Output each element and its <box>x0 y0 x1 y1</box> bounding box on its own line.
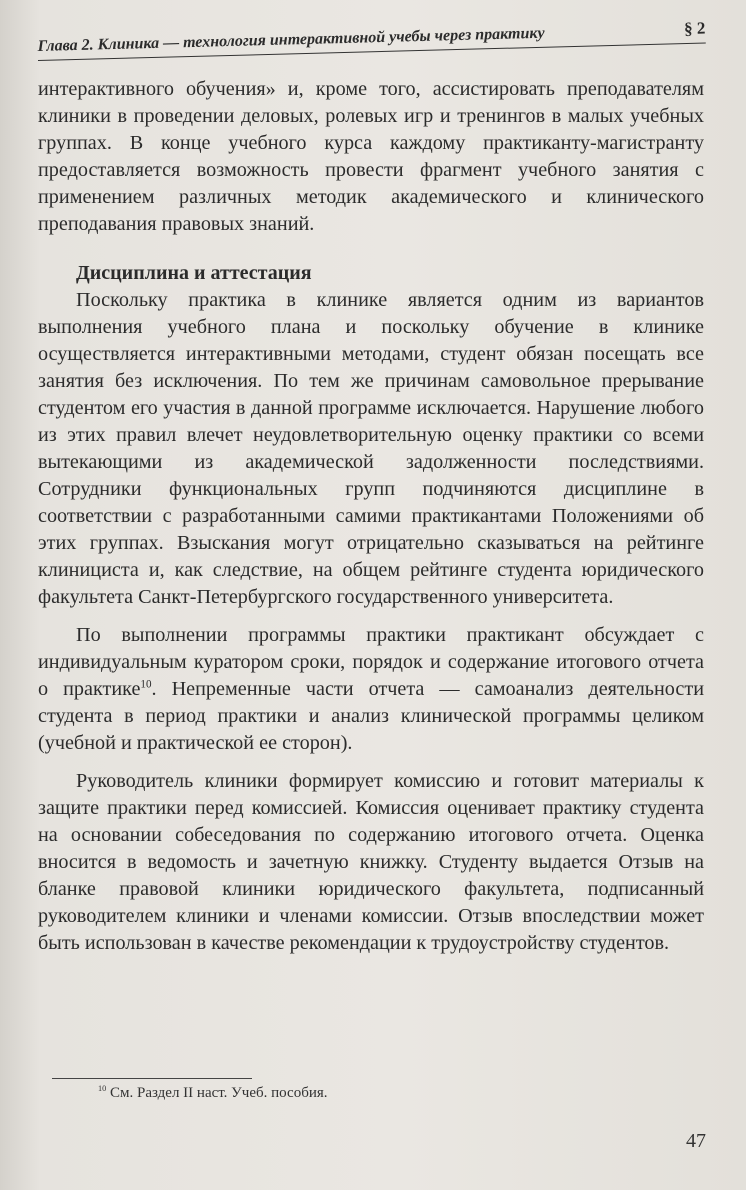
running-header <box>37 17 705 61</box>
chapter-title: Глава 2. Клиника — технология интерактивной учебы через практику <box>37 24 545 56</box>
paragraph-1: интерактивного обучения» и, кроме того, ассистировать преподавателям клиники в проведении деловых, ролевых игр и тренингов в малых учебных группах. В конце учебного курса каждому практиканту-магистранту предоставляется возможность провести фрагмент учебного занятия с применением различных методик академического и клинического преподавания правовых знаний. <box>38 78 704 235</box>
paragraph-3 <box>38 622 704 757</box>
section-number: § 2 <box>683 18 706 39</box>
paragraph-2: Поскольку практика в клинике является одним из вариантов выполнения учебного плана и поскольку обучение в клинике осуществляется интерактивными методами, студент обязан посещать все занятия без исключения. По тем же причинам самовольное прерывание студентом его участия в данной программе исключается. Нарушение любого из этих правил влечет неудовлетворительную оценку практики со всеми вытекающими из академической задолженности последствиями. Сотрудники функциональных групп подчиняются дисциплине в соответствии с разработанными самими практикантами Положениями об этих группах. Взыскания могут отрицательно сказываться на рейтинге клинициста и, как следствие, на общем рейтинге студента юридического факультета Санкт-Петербургского государственного университета. <box>38 289 704 608</box>
footnote <box>98 1085 328 1102</box>
paragraph-4: Руководитель клиники формирует комиссию и готовит материалы к защите практики перед комиссией. Комиссия оценивает практику студента на основании собеседования по содержанию итогового отчета. Оценка вносится в ведомость и зачетную книжку. Студенту выдается Отзыв на бланке правовой клиники юридического факультета, подписанный руководителем клиники и членами комиссии. Отзыв впоследствии может быть использован в качестве рекомендации к трудоустройству студентов. <box>38 770 704 954</box>
page-number: 47 <box>686 1130 706 1152</box>
footnote-text: См. Раздел II наст. Учеб. пособия. <box>106 1085 328 1101</box>
footnote-number: 10 <box>98 1084 107 1093</box>
footnote-ref: 10 <box>140 678 152 691</box>
paragraph-3-end: . Непременные части отчета — самоанализ деятельности студента в период практики и анализ клинической программы целиком (учебной и практической ее сторон). <box>38 678 704 754</box>
section-heading: Дисциплина и аттестация <box>76 262 312 284</box>
paragraph-3-start: По выполнении программы практики практикант обсуждает с индивидуальным куратором сроки, порядок и содержание итогового отчета о практике <box>38 624 704 700</box>
main-text <box>38 76 704 957</box>
footnote-divider <box>52 1078 252 1079</box>
